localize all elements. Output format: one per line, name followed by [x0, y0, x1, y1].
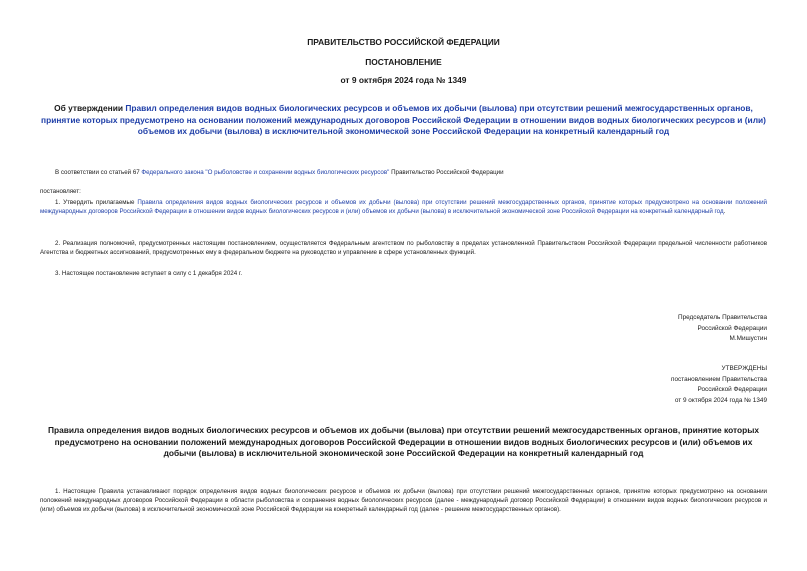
item-2: 2. Реализация полномочий, предусмотренных настоящим постановлением, осуществляется Федеральным агентством по рыболовству в пределах установленной Правительством Российской Федерации предельной численности работников Агентства и бюджетных ассигнований, предусмотренных ему в федеральном бюджете на руководство и управление в сфере установленных функций.: [40, 240, 767, 256]
decrees-text: постановляет:: [40, 188, 81, 195]
title-prefix: Об утверждении: [54, 103, 126, 113]
item-1-before: 1. Утвердить прилагаемые: [55, 199, 138, 206]
approved-block: [671, 364, 767, 406]
signature-line-1: Председатель Правительства: [678, 314, 767, 321]
federal-law-link[interactable]: Федерального закона "О рыболовстве и сохранении водных биологических ресурсов": [141, 169, 390, 176]
document-date-number: от 9 октября 2024 года № 1349: [340, 75, 467, 85]
government-heading: ПРАВИТЕЛЬСТВО РОССИЙСКОЙ ФЕДЕРАЦИИ: [307, 37, 500, 47]
signature-block: [678, 313, 767, 345]
preamble: [55, 168, 767, 177]
approved-line-2: постановлением Правительства: [671, 375, 767, 383]
approved-line-1: УТВЕРЖДЕНЫ: [721, 365, 767, 372]
approved-line-4: от 9 октября 2024 года № 1349: [674, 396, 767, 404]
item-1-rules-link[interactable]: Правила определения видов водных биологических ресурсов и объемов их добычи (вылова) при отсутствии решений межгосударственных органов, принятие которых предусмотрено на основании положений международных договоров Российской Федерации в отношении видов водных биологических ресурсов и (или) объемов их добычи (вылова) в исключительной экономической зоне Российской Федерации на конкретный календарный год: [40, 199, 767, 215]
item-1: [40, 198, 767, 216]
approved-line-3: Российской Федерации: [697, 386, 767, 393]
signature-line-3: М.Мишустин: [729, 335, 767, 342]
preamble-before: В соответствии со статьей 67: [55, 169, 142, 176]
title-rules-link[interactable]: Правил определения видов водных биологических ресурсов и объемов их добычи (вылова) при отсутствии решений межгосударственных органов, принятие которых предусмотрено на основании положений международных договоров Российской Федерации в отношении видов водных биологических ресурсов и (или) объемов их добычи (вылова) в исключительной экономической зоне Российской Федерации на конкретный календарный год: [41, 103, 766, 136]
rules-item-1: 1. Настоящие Правила устанавливают порядок определения видов водных биологических ресурсов и объемов их добычи (вылова) при отсутствии решений межгосударственных органов, принятие которых предусмотрено на основании положений международных договоров Российской Федерации в области рыболовства и сохранения водных биологических ресурсов (далее - международный договор Российской Федерации) в отношении видов водных биологических ресурсов и (или) объемов их добычи (вылова) в исключительной экономической зоне Российской Федерации на конкретный календарный год (далее - решение межгосударственных органов).: [40, 488, 767, 513]
preamble-after: Правительство Российской Федерации: [389, 169, 504, 176]
item-3: 3. Настоящее постановление вступает в силу с 1 декабря 2024 г.: [55, 270, 243, 277]
signature-line-2: Российской Федерации: [697, 324, 767, 332]
document-type: ПОСТАНОВЛЕНИЕ: [365, 57, 442, 67]
item-1-after: .: [723, 208, 726, 215]
rules-title: Правила определения видов водных биологических ресурсов и объемов их добычи (вылова) при отсутствии решений межгосударственных органов, принятие которых предусмотрено на основании положений международных договоров Российской Федерации в отношении видов водных биологических ресурсов и (или) объемов их добычи (вылова) в исключительной экономической зоне Российской Федерации на конкретный календарный год: [47, 425, 760, 458]
document-title: [40, 103, 767, 138]
